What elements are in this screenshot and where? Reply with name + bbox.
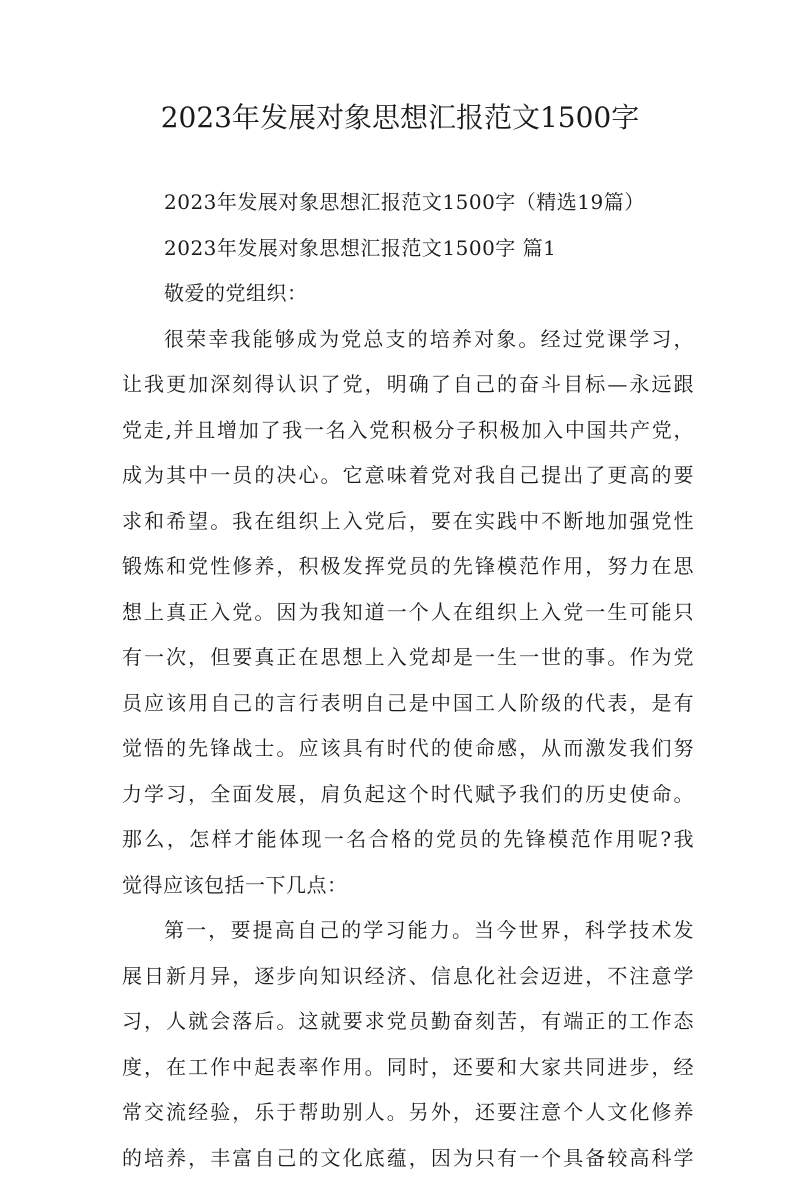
paragraph-line: 习，人就会落后。这就要求党员勤奋刻苦，有端正的工作态 <box>122 999 694 1045</box>
salutation: 敬爱的党组织： <box>122 271 694 317</box>
subtitle-line: 2023年发展对象思想汇报范文1500字（精选19篇） <box>122 180 694 226</box>
paragraph-line: 第一，要提高自己的学习能力。当今世界，科学技术发 <box>122 908 694 954</box>
paragraph-line: 求和希望。我在组织上入党后，要在实践中不断地加强党性 <box>122 499 694 545</box>
paragraph-line: 常交流经验，乐于帮助别人。另外，还要注意个人文化修养 <box>122 1090 694 1136</box>
paragraph-line: 员应该用自己的言行表明自己是中国工人阶级的代表，是有 <box>122 681 694 727</box>
paragraph-line: 想上真正入党。因为我知道一个人在组织上入党一生可能只 <box>122 590 694 636</box>
paragraph-line: 成为其中一员的决心。它意味着党对我自己提出了更高的要 <box>122 453 694 499</box>
paragraph-line: 让我更加深刻得认识了党，明确了自己的奋斗目标—永远跟 <box>122 362 694 408</box>
document-title: 2023年发展对象思想汇报范文1500字 <box>0 98 800 138</box>
paragraph-line: 有一次，但要真正在思想上入党却是一生一世的事。作为党 <box>122 635 694 681</box>
paragraph-line: 觉得应该包括一下几点： <box>122 863 694 909</box>
paragraph-line: 力学习，全面发展，肩负起这个时代赋予我们的历史使命。 <box>122 772 694 818</box>
paragraph-line: 的培养，丰富自己的文化底蕴，因为只有一个具备较高科学 <box>122 1136 694 1181</box>
paragraph-line: 锻炼和党性修养，积极发挥党员的先锋模范作用，努力在思 <box>122 544 694 590</box>
paragraph-line: 展日新月异，逐步向知识经济、信息化社会迈进，不注意学 <box>122 954 694 1000</box>
paragraph-line: 那么，怎样才能体现一名合格的党员的先锋模范作用呢?我 <box>122 817 694 863</box>
paragraph-line: 度，在工作中起表率作用。同时，还要和大家共同进步，经 <box>122 1045 694 1091</box>
section-heading: 2023年发展对象思想汇报范文1500字 篇1 <box>122 226 694 272</box>
paragraph-line: 很荣幸我能够成为党总支的培养对象。经过党课学习， <box>122 317 694 363</box>
document-body <box>122 180 694 1181</box>
paragraph-line: 党走,并且增加了我一名入党积极分子积极加入中国共产党， <box>122 408 694 454</box>
paragraph-line: 觉悟的先锋战士。应该具有时代的使命感，从而激发我们努 <box>122 726 694 772</box>
